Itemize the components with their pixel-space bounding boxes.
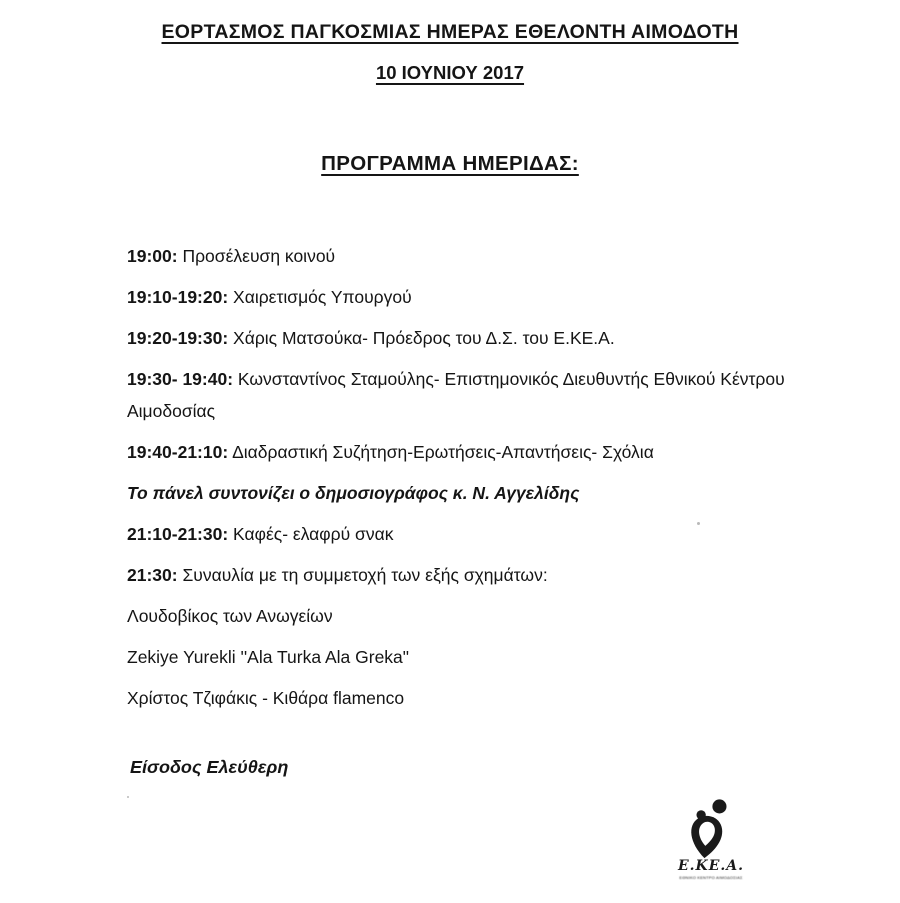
schedule-time: 19:10-19:20:	[127, 287, 229, 307]
performer-name: Zekiye Yurekli ''Ala Turka Ala Greka"	[127, 647, 409, 667]
panel-moderator-note	[127, 477, 799, 509]
schedule-text: Καφές- ελαφρύ σνακ	[233, 524, 394, 544]
schedule-time: 19:30- 19:40:	[127, 369, 234, 389]
scan-speck	[127, 796, 129, 798]
scan-speck	[697, 522, 700, 525]
program-schedule	[127, 240, 799, 723]
ekea-logo-acronym: Ε.ΚΕ.Α.	[678, 858, 744, 874]
schedule-time: 21:30:	[127, 565, 178, 585]
performer-line	[127, 600, 799, 632]
schedule-text: Διαδραστική Συζήτηση-Ερωτήσεις-Απαντήσεις- Σχόλια	[232, 442, 654, 462]
schedule-text: Χαιρετισμός Υπουργού	[233, 287, 412, 307]
schedule-text: Συναυλία με τη συμμετοχή των εξής σχημάτων:	[182, 565, 548, 585]
ekea-logo	[678, 798, 744, 880]
schedule-text: Προσέλευση κοινού	[182, 246, 336, 266]
document-title: ΕΟΡΤΑΣΜΟΣ ΠΑΓΚΟΣΜΙΑΣ ΗΜΕΡΑΣ ΕΘΕΛΟΝΤΗ ΑΙΜΟΔΟΤΗ	[161, 21, 739, 43]
schedule-line	[127, 281, 799, 313]
schedule-line	[127, 363, 799, 427]
schedule-text: Χάρις Ματσούκα- Πρόεδρος του Δ.Σ. του Ε.ΚΕ.Α.	[233, 328, 615, 348]
schedule-line	[127, 436, 799, 468]
schedule-time: 19:20-19:30:	[127, 328, 229, 348]
ekea-logo-subtext: ΕΘΝΙΚΟ ΚΕΝΤΡΟ ΑΙΜΟΔΟΣΙΑΣ	[679, 875, 743, 880]
schedule-time: 21:10-21:30:	[127, 524, 229, 544]
schedule-time: 19:00:	[127, 246, 178, 266]
schedule-text: Κωνσταντίνος Σταμούλης- Επιστημονικός Διευθυντής Εθνικού Κέντρου Αιμοδοσίας	[127, 369, 785, 421]
performer-line	[127, 682, 799, 714]
performer-name: Λουδοβίκος των Ανωγείων	[127, 606, 333, 626]
program-heading: ΠΡΟΓΡΑΜΜΑ ΗΜΕΡΙΔΑΣ:	[321, 152, 579, 175]
note-text: Το πάνελ συντονίζει ο δημοσιογράφος κ. Ν. Αγγελίδης	[127, 483, 580, 503]
performer-line	[127, 641, 799, 673]
performer-name: Χρίστος Τζιφάκις - Κιθάρα flamenco	[127, 688, 405, 708]
schedule-line	[127, 240, 799, 272]
schedule-line	[127, 559, 799, 591]
schedule-time: 19:40-21:10:	[127, 442, 229, 462]
free-entry-note: Είσοδος Ελεύθερη	[130, 757, 289, 777]
document-date: 10 ΙΟΥΝΙΟΥ 2017	[375, 62, 525, 83]
ekea-logo-icon	[680, 798, 742, 860]
schedule-line	[127, 322, 799, 354]
